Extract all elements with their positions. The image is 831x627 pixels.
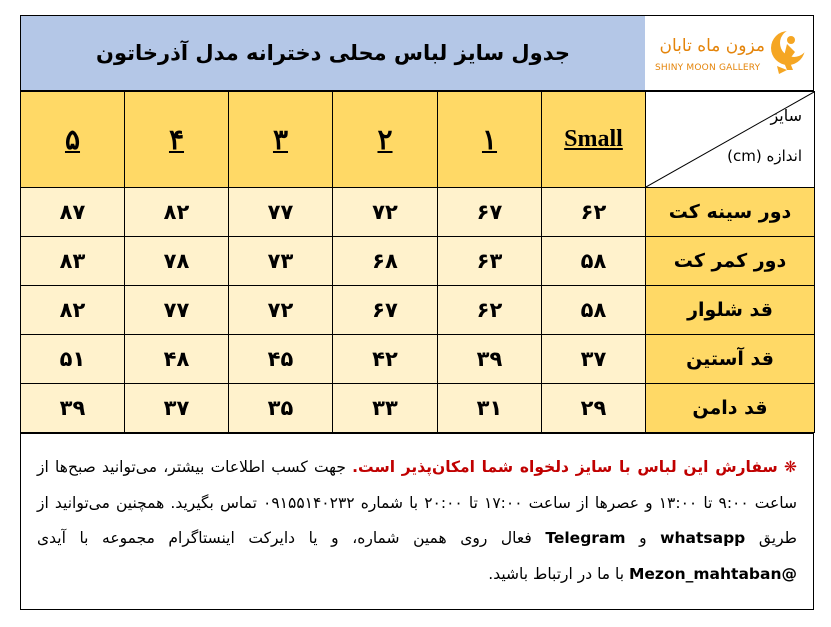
- table-cell: ۴۸: [125, 335, 229, 384]
- table-cell: ۵۱: [21, 335, 125, 384]
- contact-note: [20, 433, 814, 610]
- telegram-label: Telegram: [545, 529, 626, 547]
- table-cell: ۸۳: [21, 237, 125, 286]
- table-cell: ۸۲: [125, 188, 229, 237]
- title-box: [21, 16, 646, 90]
- table-cell: ۶۲: [438, 286, 542, 335]
- table-cell: ۴۲: [333, 335, 438, 384]
- instagram-id: @Mezon_mahtaban: [629, 564, 797, 583]
- size-header: Small: [542, 92, 646, 188]
- crescent-moon-girl-icon: [767, 26, 807, 78]
- table-row: [21, 335, 815, 384]
- row-label: قد آستین: [646, 335, 815, 384]
- size-header: ۴: [125, 92, 229, 188]
- table-cell: ۷۲: [333, 188, 438, 237]
- whatsapp-label: whatsapp: [660, 529, 746, 547]
- table-row: [21, 237, 815, 286]
- row-label: دور سینه کت: [646, 188, 815, 237]
- table-cell: ۶۸: [333, 237, 438, 286]
- corner-cell: [646, 92, 815, 188]
- row-label: دور کمر کت: [646, 237, 815, 286]
- and-text: و: [639, 529, 647, 547]
- size-header: ۳: [229, 92, 333, 188]
- table-cell: ۳۳: [333, 384, 438, 433]
- logo: [645, 16, 813, 90]
- table-cell: ۶۷: [333, 286, 438, 335]
- size-header: ۲: [333, 92, 438, 188]
- corner-label-measure: اندازه (cm): [727, 147, 802, 165]
- header-row: [21, 92, 815, 188]
- table-cell: ۶۳: [438, 237, 542, 286]
- table-cell: ۶۲: [542, 188, 646, 237]
- table-cell: ۳۱: [438, 384, 542, 433]
- table-cell: ۳۷: [125, 384, 229, 433]
- contact-text: همچنین می‌توانید از طریق: [37, 493, 797, 547]
- table-cell: ۷۸: [125, 237, 229, 286]
- table-cell: ۷۲: [229, 286, 333, 335]
- closing-text: با ما در ارتباط باشید.: [488, 564, 625, 583]
- logo-text-fa: مزون ماه تابان: [659, 36, 765, 56]
- page-title: جدول سایز لباس محلی دخترانه مدل آذرخاتون: [96, 41, 570, 65]
- table-row: [21, 286, 815, 335]
- size-header: ۵: [21, 92, 125, 188]
- table-cell: ۵۸: [542, 286, 646, 335]
- custom-order-text: سفارش این لباس با سایز دلخواه شما امکان‌پذیر است.: [352, 458, 778, 476]
- table-cell: ۷۷: [125, 286, 229, 335]
- size-table: [20, 91, 815, 433]
- table-cell: ۷۷: [229, 188, 333, 237]
- logo-text-en: SHINY MOON GALLERY: [655, 63, 761, 73]
- table-cell: ۸۲: [21, 286, 125, 335]
- corner-label-size: سایز: [770, 106, 802, 125]
- table-cell: ۵۸: [542, 237, 646, 286]
- contact-hours-text: جهت کسب اطلاعات بیشتر، می‌توانید صبح‌ها از ساعت ۹:۰۰ تا ۱۳:۰۰ و عصرها از ساعت ۱۷:۰۰ تا ۲۰:۰۰ با شماره ۰۹۱۵۵۱۴۰۲۳۲ تماس بگیرید.: [37, 458, 797, 512]
- instagram-text: فعال روی همین شماره، و یا دایرکت اینستاگرام مجموعه با آیدی: [37, 529, 532, 547]
- row-label: قد شلوار: [646, 286, 815, 335]
- asterisk-icon: ❋: [784, 458, 797, 476]
- table-cell: ۳۷: [542, 335, 646, 384]
- table-cell: ۳۹: [438, 335, 542, 384]
- table-cell: ۲۹: [542, 384, 646, 433]
- row-label: قد دامن: [646, 384, 815, 433]
- table-cell: ۷۳: [229, 237, 333, 286]
- size-header: ۱: [438, 92, 542, 188]
- table-cell: ۸۷: [21, 188, 125, 237]
- table-row: [21, 188, 815, 237]
- table-cell: ۴۵: [229, 335, 333, 384]
- header: [20, 15, 814, 91]
- table-cell: ۶۷: [438, 188, 542, 237]
- table-cell: ۳۹: [21, 384, 125, 433]
- table-row: [21, 384, 815, 433]
- table-cell: ۳۵: [229, 384, 333, 433]
